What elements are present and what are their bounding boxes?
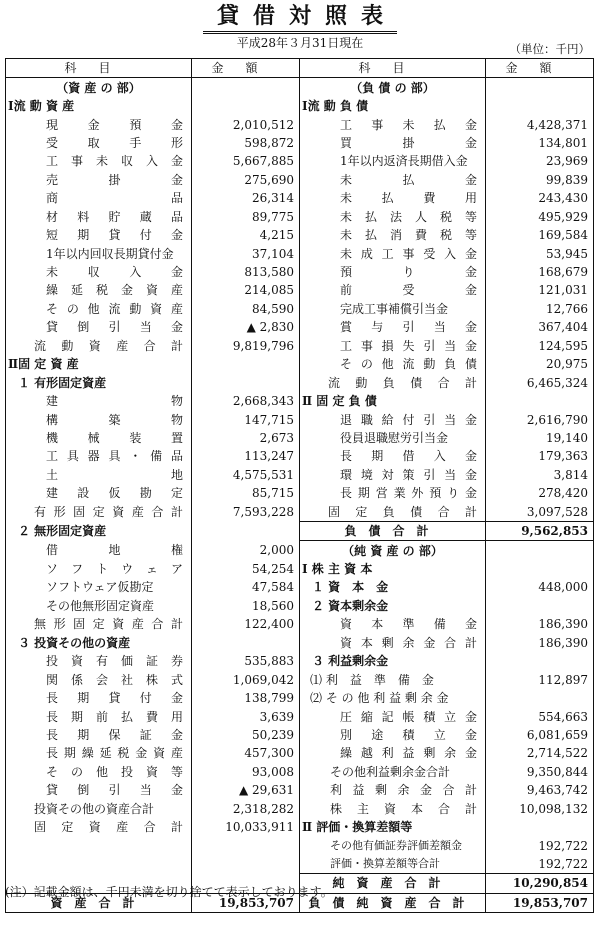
line-item-label: 評価・換算差額等合計 (330, 857, 440, 871)
line-item-label: ⑴ 利 益 準 備 金 (300, 670, 486, 688)
line-item-amount: 457,300 (192, 744, 300, 762)
line-item-label: 長期前払費用 (46, 709, 183, 724)
table-row (6, 578, 594, 596)
line-item-label: 商品 (46, 191, 183, 206)
group-heading: Ⅱ 評価・換算差額等 (300, 818, 486, 836)
line-item-label: 前受金 (340, 283, 477, 298)
line-item-amount: 1,069,042 (192, 670, 300, 688)
line-item-amount: 169,584 (486, 226, 594, 244)
line-item-label: 未払費用 (340, 191, 477, 206)
line-item-label: 長期貸付金 (46, 691, 183, 706)
table-row (6, 226, 594, 244)
line-item-amount: 7,593,228 (192, 503, 300, 522)
line-item-amount: 19,140 (486, 429, 594, 447)
line-item-label: 環境対策引当金 (340, 467, 477, 482)
line-item-amount: 9,463,742 (486, 781, 594, 799)
line-item-label: 工事未払金 (340, 117, 477, 132)
line-item-label: 短期貸付金 (46, 228, 183, 243)
line-item-label: その他利益剰余金合計 (330, 764, 451, 779)
group-heading: ３ 投資その他の資産 (18, 635, 131, 650)
line-item-amount: 5,667,885 (192, 152, 300, 170)
line-item-amount: 47,584 (192, 578, 300, 596)
total-amount: 19,853,707 (192, 893, 300, 912)
table-row (6, 208, 594, 226)
table-row (6, 670, 594, 688)
line-item-label: 未収入金 (46, 265, 183, 280)
line-item-amount: 367,404 (486, 318, 594, 336)
line-item-amount: 122,400 (192, 615, 300, 633)
table-row (6, 652, 594, 670)
line-item-label: 関係会社株式 (46, 672, 183, 687)
line-item-amount: 278,420 (486, 484, 594, 502)
line-item-amount: 243,430 (486, 189, 594, 207)
balance-sheet-table (5, 58, 594, 913)
line-item-label: 繰越利益剰余金 (340, 746, 477, 761)
line-item-label: 構築物 (46, 412, 183, 427)
table-row (6, 115, 594, 133)
group-heading: Ⅰ 株 主 資 本 (300, 560, 486, 578)
line-item-label: 投資有価証券 (46, 654, 183, 669)
table-row (6, 855, 594, 874)
line-item-amount: 20,975 (486, 355, 594, 373)
table-row (6, 634, 594, 652)
line-item-label: 1年以内返済長期借入金 (340, 154, 468, 169)
table-row (6, 726, 594, 744)
line-item-amount: 4,428,371 (486, 115, 594, 133)
line-item-amount: 4,215 (192, 226, 300, 244)
line-item-amount: 6,465,324 (486, 373, 594, 391)
line-item-label: 売掛金 (46, 172, 183, 187)
line-item-label: 未払消費税等 (340, 228, 477, 243)
line-item-amount: 112,897 (486, 670, 594, 688)
line-item-amount: 179,363 (486, 447, 594, 465)
line-item-label: 長期借入金 (340, 449, 477, 464)
line-item-amount: 598,872 (192, 134, 300, 152)
line-item-amount: 37,104 (192, 244, 300, 262)
total-label: 負債純資産合計 (300, 893, 486, 912)
table-row (6, 466, 594, 484)
table-row (6, 484, 594, 502)
table-row (6, 429, 594, 447)
line-item-amount: 2,318,282 (192, 800, 300, 818)
line-item-amount: 3,097,528 (486, 503, 594, 522)
line-item-amount: 54,254 (192, 560, 300, 578)
line-item-amount: 448,000 (486, 578, 594, 596)
table-row (6, 244, 594, 262)
table-row (6, 836, 594, 854)
total-amount: 19,853,707 (486, 893, 594, 912)
line-item-amount: 168,679 (486, 263, 594, 281)
line-item-label: 工事未収入金 (46, 154, 183, 169)
section-heading: （負 債 の 部） (300, 78, 486, 97)
line-item-label: 投資その他の資産合計 (34, 801, 155, 816)
line-item-label: 資本準備金 (340, 617, 477, 632)
line-item-label: 退職給付引当金 (340, 412, 477, 427)
table-row (6, 300, 594, 318)
line-item-amount: 10,098,132 (486, 800, 594, 818)
line-item-label: 1年以内回収長期貸付金 (46, 246, 174, 261)
line-item-label: 未成工事受入金 (340, 246, 477, 261)
line-item-label: 建物 (46, 394, 183, 409)
line-item-amount: 50,239 (192, 726, 300, 744)
group-heading: Ⅱ 固 定 負 債 (300, 392, 486, 410)
line-item-label: 買掛金 (340, 135, 477, 150)
line-item-amount: 192,722 (486, 836, 594, 854)
table-row (6, 337, 594, 355)
table-row (6, 447, 594, 465)
table-row (6, 97, 594, 115)
line-item-label: 別途積立金 (340, 727, 477, 742)
line-item-amount: 23,969 (486, 152, 594, 170)
line-item-amount: ▲ 29,631 (192, 781, 300, 799)
line-item-label: その他流動負債 (340, 357, 477, 372)
line-item-label: 工具器具・備品 (46, 449, 183, 464)
line-item-label: １ 資 本 金 (300, 578, 486, 596)
line-item-amount: 6,081,659 (486, 726, 594, 744)
line-item-label: 現金預金 (46, 117, 183, 132)
group-heading: ２ 資本剰余金 (300, 597, 486, 615)
line-item-label: 未払法人税等 (340, 209, 477, 224)
line-item-label: 資本剰余金合計 (340, 635, 477, 650)
table-row (6, 521, 594, 540)
line-item-label: 圧縮記帳積立金 (340, 709, 477, 724)
line-item-label: 無形固定資産合計 (34, 617, 183, 632)
table-row (6, 410, 594, 428)
line-item-label: 機械装置 (46, 430, 183, 445)
line-item-label: ソフトウェア仮勘定 (46, 580, 154, 595)
line-item-amount: 18,560 (192, 597, 300, 615)
line-item-label: 工事損失引当金 (340, 338, 477, 353)
line-item-amount: 9,819,796 (192, 337, 300, 355)
table-row (6, 615, 594, 633)
line-item-label: その他流動資産 (46, 301, 183, 316)
line-item-label: 長期保証金 (46, 727, 183, 742)
group-heading: Ⅰ流 動 資 産 (8, 99, 75, 114)
table-row (6, 818, 594, 836)
line-item-label: 流動負債合計 (328, 375, 477, 390)
line-item-amount: 2,010,512 (192, 115, 300, 133)
line-item-amount: 186,390 (486, 615, 594, 633)
line-item-amount: 85,715 (192, 484, 300, 502)
line-item-amount: 2,714,522 (486, 744, 594, 762)
table-row (6, 541, 594, 560)
line-item-label: 長期営業外預り金 (340, 486, 477, 501)
table-row (6, 78, 594, 97)
line-item-amount: 813,580 (192, 263, 300, 281)
document-title: 貸借対照表 (0, 2, 600, 34)
total-amount: 10,290,854 (486, 874, 594, 893)
group-heading: ⑵ そ の 他 利 益 剰 余 金 (300, 689, 486, 707)
line-item-amount: 93,008 (192, 763, 300, 781)
line-item-amount: 124,595 (486, 337, 594, 355)
line-item-amount: 2,000 (192, 541, 300, 560)
line-item-amount: 147,715 (192, 410, 300, 428)
group-heading: Ⅰ流 動 負 債 (300, 97, 486, 115)
column-header-item: 科目 (64, 61, 133, 76)
line-item-amount: 53,945 (486, 244, 594, 262)
table-row (6, 503, 594, 522)
line-item-label: 完成工事補償引当金 (340, 301, 449, 316)
table-row (6, 281, 594, 299)
line-item-amount: 2,616,790 (486, 410, 594, 428)
line-item-label: 賞与引当金 (340, 320, 477, 335)
line-item-label: 受取手形 (46, 135, 183, 150)
line-item-amount: 12,766 (486, 300, 594, 318)
line-item-amount: 26,314 (192, 189, 300, 207)
line-item-label: 流動資産合計 (34, 338, 183, 353)
section-heading: （資 産 の 部） (56, 80, 141, 95)
line-item-amount: 3,639 (192, 707, 300, 725)
line-item-amount: 214,085 (192, 281, 300, 299)
line-item-amount: 2,668,343 (192, 392, 300, 410)
line-item-amount: 554,663 (486, 707, 594, 725)
line-item-label: その他無形固定資産 (46, 598, 155, 613)
line-item-label: 固定資産合計 (34, 820, 183, 835)
line-item-amount: 10,033,911 (192, 818, 300, 836)
group-heading: ２ 無形固定資産 (18, 524, 107, 539)
line-item-amount: 99,839 (486, 171, 594, 189)
table-row (6, 373, 594, 391)
table-row (6, 744, 594, 762)
line-item-label: 利益剰余金合計 (330, 783, 477, 798)
line-item-label: 有形固定資産合計 (34, 504, 183, 519)
line-item-label: 未払金 (340, 172, 477, 187)
total-label: 純資産合計 (300, 874, 486, 893)
table-row (6, 263, 594, 281)
group-heading: Ⅱ固 定 資 産 (8, 357, 79, 372)
line-item-amount: 535,883 (192, 652, 300, 670)
line-item-amount: 3,814 (486, 466, 594, 484)
table-row (6, 134, 594, 152)
line-item-label: その他投資等 (46, 764, 183, 779)
line-item-amount: 275,690 (192, 171, 300, 189)
line-item-label: 建設仮勘定 (46, 486, 183, 501)
table-row (6, 781, 594, 799)
table-row (6, 763, 594, 781)
table-row (6, 355, 594, 373)
table-row (6, 392, 594, 410)
line-item-amount: 134,801 (486, 134, 594, 152)
table-row (6, 560, 594, 578)
line-item-label: 土地 (46, 467, 183, 482)
line-item-amount: ▲ 2,830 (192, 318, 300, 336)
table-row (6, 689, 594, 707)
table-row (6, 597, 594, 615)
line-item-amount: 113,247 (192, 447, 300, 465)
line-item-amount: 121,031 (486, 281, 594, 299)
table-row (6, 171, 594, 189)
line-item-label: 貸倒引当金 (46, 783, 183, 798)
group-heading: ３ 利益剰余金 (300, 652, 486, 670)
line-item-label: 預り金 (340, 265, 477, 280)
table-row (6, 152, 594, 170)
line-item-amount: 9,350,844 (486, 763, 594, 781)
table-row (6, 189, 594, 207)
line-item-amount: 2,673 (192, 429, 300, 447)
line-item-label: 固定負債合計 (328, 504, 477, 519)
line-item-label: 借地権 (46, 543, 183, 558)
line-item-label: 長期繰延税金資産 (46, 746, 183, 761)
line-item-amount: 186,390 (486, 634, 594, 652)
total-label: 負債合計 (300, 521, 486, 540)
line-item-amount: 138,799 (192, 689, 300, 707)
total-amount: 9,562,853 (486, 521, 594, 540)
line-item-amount: 89,775 (192, 208, 300, 226)
line-item-label: 材料貯蔵品 (46, 209, 183, 224)
footnote: (注）記載金額は、千円未満を切り捨てて表示しております。 (5, 885, 333, 899)
header-row (6, 59, 594, 78)
line-item-label: 貸倒引当金 (46, 320, 183, 335)
column-header-amount: 金額 (505, 61, 574, 76)
section-heading: （純 資 産 の 部） (300, 541, 486, 560)
line-item-label: 繰延税金資産 (46, 283, 183, 298)
line-item-label: 株主資本合計 (330, 801, 477, 816)
line-item-amount: 192,722 (486, 855, 594, 874)
line-item-label: その他有価証券評価差額金 (330, 838, 462, 852)
column-header-item: 科目 (358, 61, 427, 76)
total-label: 資産合計 (6, 893, 192, 912)
table-row (6, 707, 594, 725)
column-header-amount: 金額 (211, 61, 280, 76)
report-date: 平成28年３月31日現在 (236, 36, 364, 50)
line-item-label: 役員退職慰労引当金 (340, 430, 449, 445)
unit-label: （単位：千円） (509, 42, 590, 56)
group-heading: １ 有形固定資産 (18, 375, 107, 390)
line-item-amount: 4,575,531 (192, 466, 300, 484)
line-item-amount: 495,929 (486, 208, 594, 226)
table-row (6, 318, 594, 336)
line-item-label: ソフトウェア (46, 562, 183, 577)
line-item-amount: 84,590 (192, 300, 300, 318)
table-row (6, 800, 594, 818)
